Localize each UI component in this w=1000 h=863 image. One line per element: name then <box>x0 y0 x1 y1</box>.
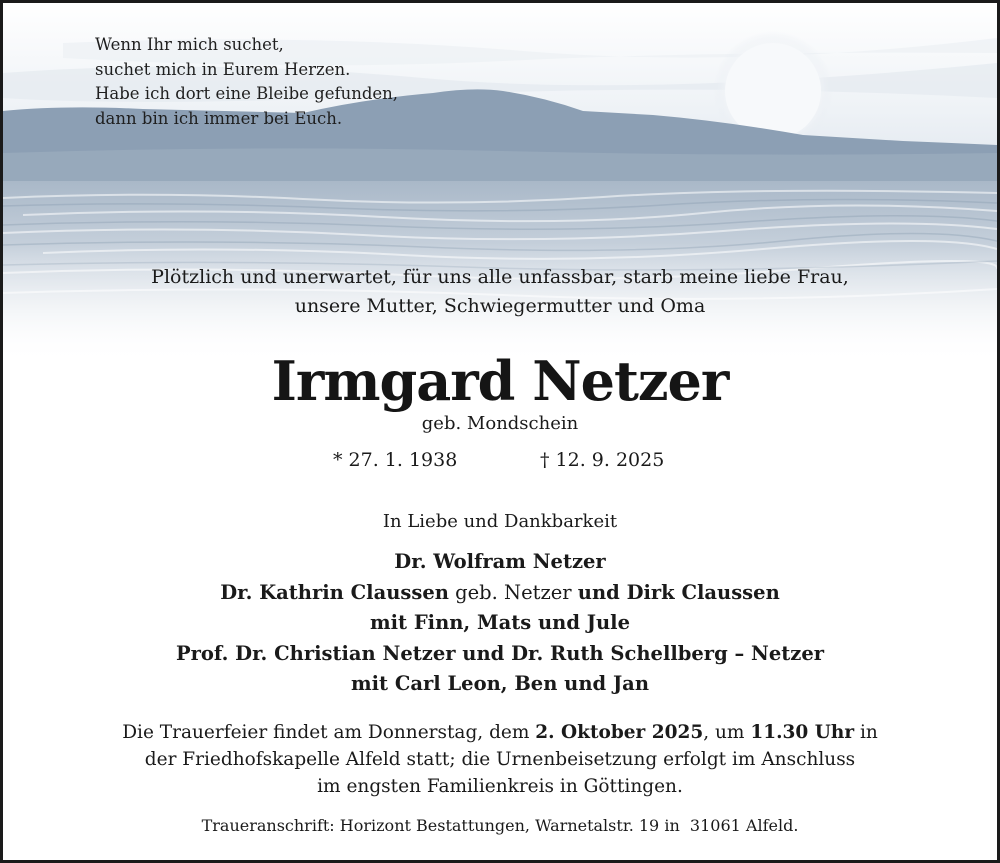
intro-line-2: unsere Mutter, Schwiegermutter und Oma <box>294 295 706 317</box>
service-line-2: der Friedhofskapelle Alfeld statt; die Urnenbeisetzung erfolgt im Anschluss <box>144 749 856 770</box>
poem-line: suchet mich in Eurem Herzen. <box>95 59 351 79</box>
service-line-1 <box>3 719 997 746</box>
family-line: mit Carl Leon, Ben und Jan <box>350 672 649 695</box>
maiden-name: geb. Mondschein <box>421 413 579 434</box>
service-text: in <box>854 722 878 743</box>
birth-date: * 27. 1. 1938 <box>333 449 458 471</box>
service-text: Die Trauerfeier findet am Donnerstag, dem <box>122 722 536 743</box>
service-time: 11.30 Uhr <box>750 722 855 743</box>
family-name-part: und Dirk Claussen <box>577 580 780 604</box>
poem <box>95 33 398 131</box>
family-line: Dr. Wolfram Netzer <box>394 550 606 573</box>
family-line <box>3 578 997 609</box>
service-info <box>3 719 997 800</box>
family-list <box>3 547 997 700</box>
service-date: 2. Oktober 2025 <box>535 722 704 743</box>
family-maiden-part: geb. Netzer <box>448 580 578 604</box>
service-text: , um <box>703 722 751 743</box>
intro-text <box>3 263 997 321</box>
mourning-address: Traueranschrift: Horizont Bestattungen, Warnetalstr. 19 in 31061 Alfeld. <box>201 816 799 835</box>
death-date: † 12. 9. 2025 <box>540 449 665 471</box>
thanks-line: In Liebe und Dankbarkeit <box>382 511 618 532</box>
poem-line: dann bin ich immer bei Euch. <box>95 108 343 128</box>
family-line: Prof. Dr. Christian Netzer und Dr. Ruth Schellberg – Netzer <box>175 641 825 665</box>
poem-line: Wenn Ihr mich suchet, <box>95 35 284 54</box>
family-line: mit Finn, Mats und Jule <box>369 611 630 634</box>
deceased-name: Irmgard Netzer <box>271 349 729 413</box>
family-name-part: Dr. Kathrin Claussen <box>220 580 449 604</box>
intro-line-1: Plötzlich und unerwartet, für uns alle unfassbar, starb meine liebe Frau, <box>151 266 849 288</box>
service-line-3: im engsten Familienkreis in Göttingen. <box>317 776 683 797</box>
poem-line: Habe ich dort eine Bleibe gefunden, <box>95 84 399 103</box>
